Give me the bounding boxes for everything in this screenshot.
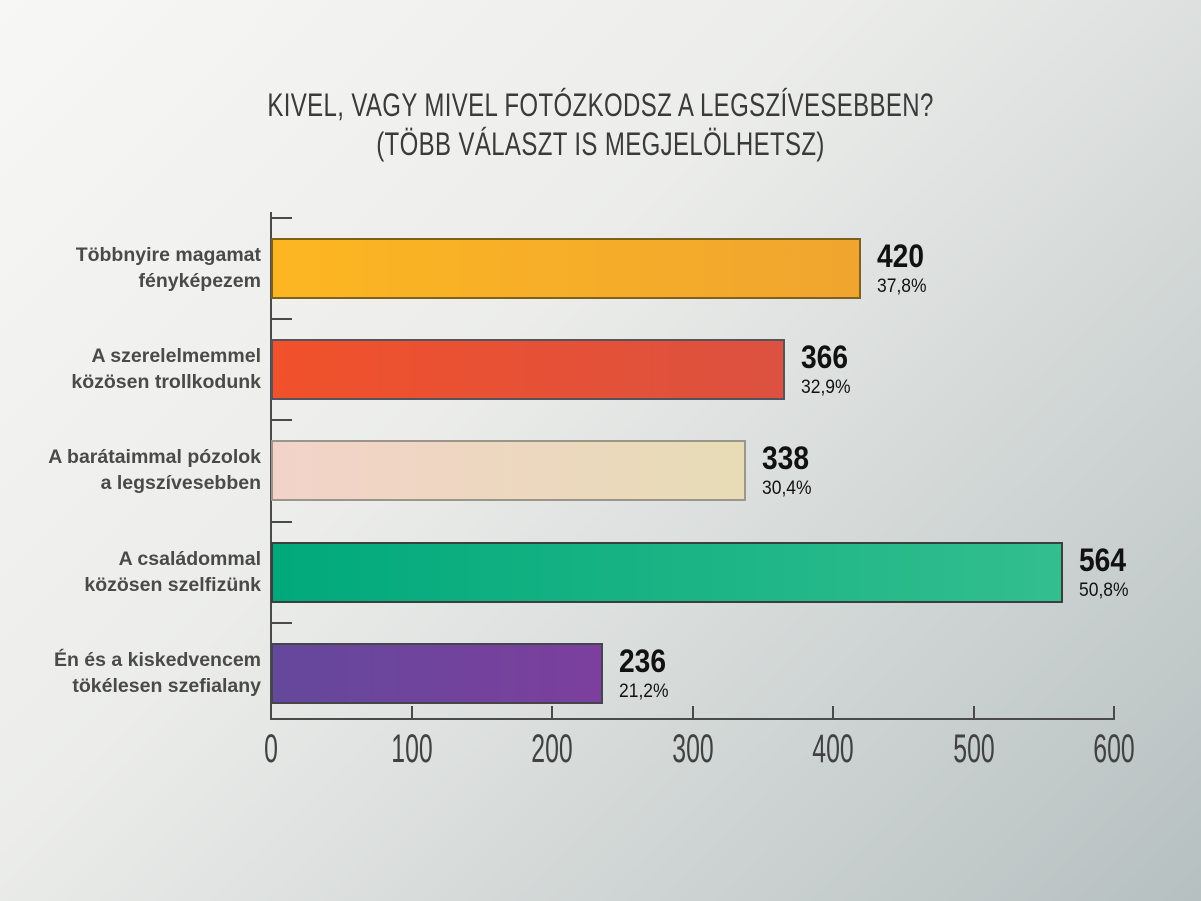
category-label-line: Én és a kiskedvencem <box>53 648 261 671</box>
value-label-group <box>801 341 855 399</box>
category-label-line: A barátaimmal pózolok <box>48 446 261 469</box>
category-label-line: közösen szelfizünk <box>84 573 261 596</box>
bar-percent: 30,4% <box>761 478 812 500</box>
bar-value: 236 <box>618 642 666 679</box>
bar-percent: 50,8% <box>1079 579 1129 601</box>
value-label-group <box>618 642 673 703</box>
category-label-line: tökélesen szefialany <box>72 674 261 697</box>
bar-value: 338 <box>761 440 809 477</box>
x-tick-label: 300 <box>671 727 714 771</box>
x-axis-tick <box>692 706 694 718</box>
y-axis-tick <box>270 217 292 219</box>
x-tick-label: 100 <box>390 727 433 771</box>
category-label-line: A szerelelmemmel <box>91 345 261 368</box>
bar-value: 564 <box>1079 541 1127 578</box>
bar-percent: 32,9% <box>801 377 851 399</box>
x-axis-tick <box>973 706 975 718</box>
category-label-line: A családommal <box>118 547 261 570</box>
chart-title-line1: KIVEL, VAGY MIVEL FOTÓZKODSZ A LEGSZÍVESEBBEN? <box>267 87 934 123</box>
bar <box>271 542 1063 603</box>
bar-percent: 21,2% <box>618 680 669 702</box>
category-label-line: Többnyire magamat <box>75 244 261 266</box>
bar <box>271 238 861 299</box>
category-label-line: a legszívesebben <box>100 472 261 495</box>
bar <box>271 339 785 400</box>
chart-title <box>150 86 1051 164</box>
x-tick-label: 600 <box>1093 727 1135 771</box>
value-label-group <box>1079 541 1133 602</box>
y-axis-tick <box>270 318 292 320</box>
x-axis-tick <box>1113 706 1115 718</box>
value-label-group <box>762 442 816 500</box>
x-axis-tick <box>270 706 272 718</box>
bar <box>271 643 603 704</box>
value-label-group <box>877 240 931 298</box>
bar <box>271 440 746 501</box>
y-axis-tick <box>270 419 292 421</box>
category-label <box>0 343 261 395</box>
y-axis-tick <box>270 521 292 523</box>
category-label <box>0 242 261 294</box>
x-tick-label: 400 <box>812 727 854 771</box>
x-axis-tick <box>832 706 834 718</box>
bar-value: 366 <box>801 339 849 376</box>
x-tick-label: 500 <box>952 727 995 771</box>
category-label <box>0 647 261 699</box>
x-axis-tick <box>411 706 413 718</box>
category-label <box>0 444 261 496</box>
bar-value: 420 <box>877 238 925 274</box>
bar-percent: 37,8% <box>877 276 927 297</box>
x-axis-line <box>270 718 1115 720</box>
y-axis-tick <box>270 622 292 624</box>
category-label <box>0 546 261 598</box>
chart-title-line2: (TÖBB VÁLASZT IS MEGJELÖLHETSZ) <box>376 126 825 162</box>
x-tick-label: 200 <box>531 727 573 771</box>
category-label-line: közösen trollkodunk <box>71 371 261 394</box>
category-label-line: fényképezem <box>138 270 261 292</box>
x-axis-tick <box>551 706 553 718</box>
x-tick-label: 0 <box>264 727 278 771</box>
